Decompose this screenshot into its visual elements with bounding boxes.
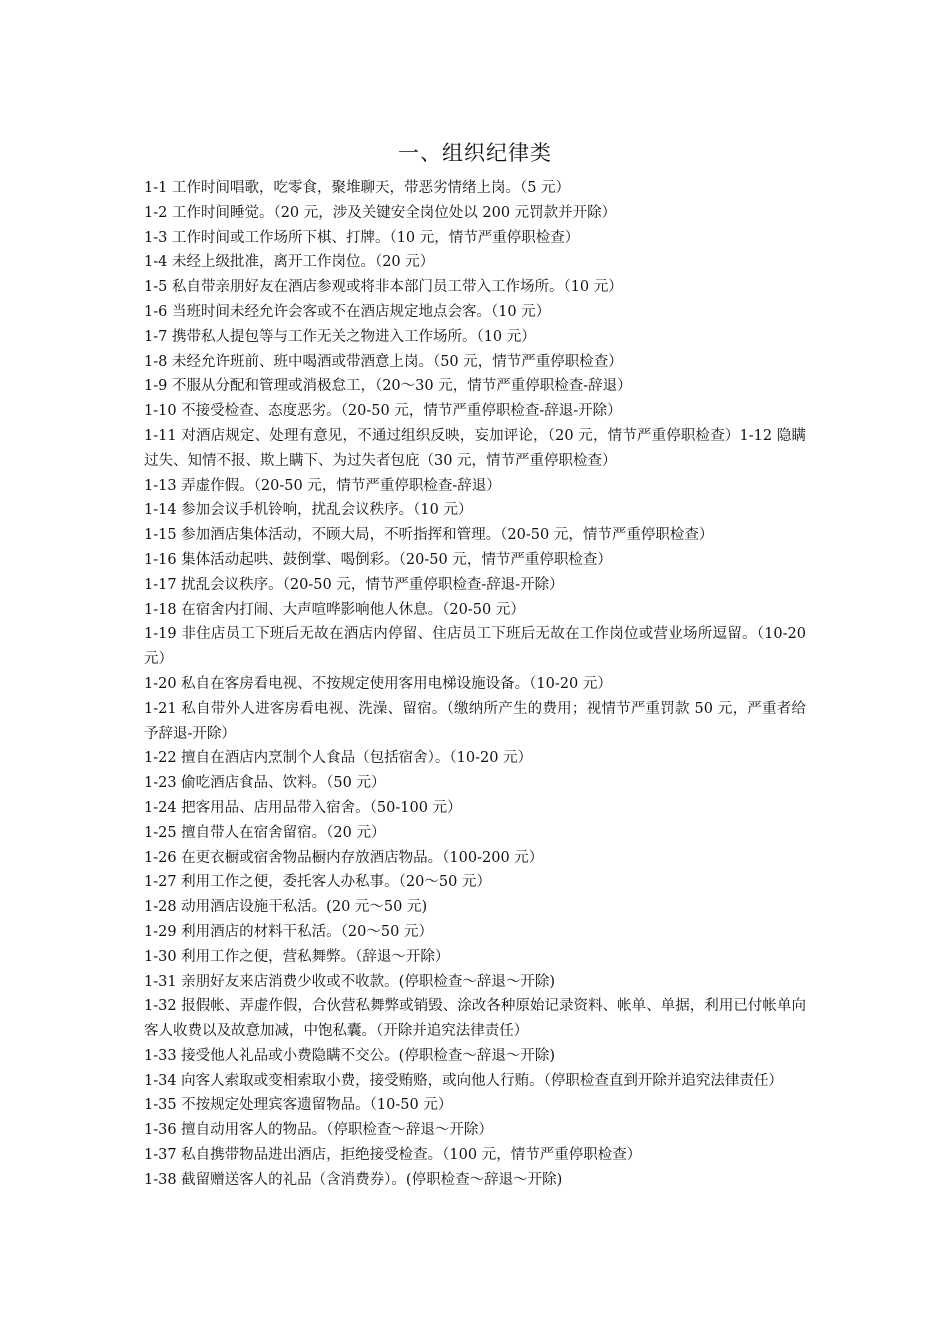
rule-item: 1-17 扰乱会议秩序。（20-50 元，情节严重停职检查-辞退-开除） bbox=[144, 576, 564, 593]
rule-item: 1-3 工作时间或工作场所下棋、打牌。（10 元，情节严重停职检查） bbox=[144, 229, 580, 246]
rule-item: 1-5 私自带亲朋好友在酒店参观或将非本部门员工带入工作场所。（10 元） bbox=[144, 279, 623, 296]
rule-item: 1-38 截留赠送客人的礼品（含消费券）。(停职检查～辞退～开除) bbox=[144, 1171, 563, 1188]
rule-item: 1-36 擅自动用客人的物品。（停职检查～辞退～开除） bbox=[144, 1122, 493, 1139]
section-title: 一、组织纪律类 bbox=[398, 141, 552, 165]
rule-item: 1-7 携带私人提包等与工作无关之物进入工作场所。（10 元） bbox=[144, 328, 536, 345]
rule-item: 1-16 集体活动起哄、鼓倒掌、喝倒彩。（20-50 元，情节严重停职检查） bbox=[144, 551, 612, 568]
rule-item: 1-4 未经上级批准，离开工作岗位。（20 元） bbox=[144, 254, 435, 271]
rule-item: 1-1 工作时间唱歌，吃零食，聚堆聊天，带恶劣情绪上岗。（5 元） bbox=[144, 180, 571, 196]
rule-item: 1-29 利用酒店的材料干私活。（20～50 元） bbox=[144, 923, 433, 940]
rule-item: 1-14 参加会议手机铃响，扰乱会议秩序。（10 元） bbox=[144, 502, 473, 519]
rule-item: 1-2 工作时间睡觉。（20 元，涉及关键安全岗位处以 200 元罚款并开除） bbox=[144, 204, 617, 221]
rule-item: 1-6 当班时间未经允许会客或不在酒店规定地点会客。（10 元） bbox=[144, 303, 551, 320]
rule-item: 1-8 未经允许班前、班中喝酒或带酒意上岗。（50 元，情节严重停职检查） bbox=[144, 353, 623, 370]
rule-item: 1-24 把客用品、店用品带入宿舍。（50-100 元） bbox=[144, 799, 462, 816]
rule-item: 1-37 私自携带物品进出酒店，拒绝接受检查。（100 元，情节严重停职检查） bbox=[144, 1147, 642, 1164]
rules-list bbox=[144, 176, 806, 1193]
rule-item: 1-27 利用工作之便，委托客人办私事。（20～50 元） bbox=[144, 874, 491, 891]
rule-item: 1-33 接受他人礼品或小费隐瞒不交公。(停职检查～辞退～开除) bbox=[144, 1047, 555, 1064]
rule-item: 1-20 私自在客房看电视、不按规定使用客用电梯设施设备。（10-20 元） bbox=[144, 675, 612, 692]
rule-item: 1-32 报假帐、弄虚作假，合伙营私舞弊或销毁、涂改各种原始记录资料、帐单、单据，利用已付帐单向客人收费以及故意加减，中饱私囊。（开除并追究法律责任） bbox=[144, 998, 806, 1040]
rule-item: 1-28 动用酒店设施干私活。(20 元～50 元) bbox=[144, 899, 428, 916]
rule-item: 1-30 利用工作之便，营私舞弊。（辞退～开除） bbox=[144, 948, 450, 965]
rule-item: 1-19 非住店员工下班后无故在酒店内停留、住店员工下班后无故在工作岗位或营业场所逗留。（10-20 元） bbox=[144, 626, 806, 668]
rule-item: 1-35 不按规定处理宾客遗留物品。（10-50 元） bbox=[144, 1097, 453, 1114]
rule-item: 1-9 不服从分配和管理或消极怠工，（20～30 元，情节严重停职检查-辞退） bbox=[144, 378, 632, 395]
rule-item: 1-34 向客人索取或变相索取小费，接受贿赂，或向他人行贿。（停职检查直到开除并追究法律责任） bbox=[144, 1072, 783, 1089]
rule-item: 1-11 对酒店规定、处理有意见，不通过组织反映，妄加评论，（20 元，情节严重停职检查）1-12 隐瞒过失、知情不报、欺上瞒下、为过失者包庇（30 元，情节严重停职检查） bbox=[144, 427, 806, 469]
rule-item: 1-13 弄虚作假。（20-50 元，情节严重停职检查-辞退） bbox=[144, 477, 501, 494]
rule-item: 1-22 擅自在酒店内烹制个人食品（包括宿舍）。（10-20 元） bbox=[144, 750, 533, 767]
rule-item: 1-21 私自带外人进客房看电视、洗澡、留宿。（缴纳所产生的费用；视情节严重罚款 50 元，严重者给予辞退-开除） bbox=[144, 700, 806, 742]
rule-item: 1-10 不接受检查、态度恶劣。（20-50 元，情节严重停职检查-辞退-开除） bbox=[144, 403, 622, 420]
rule-item: 1-18 在宿舍内打闹、大声喧哗影响他人休息。（20-50 元） bbox=[144, 601, 525, 618]
rule-item: 1-26 在更衣橱或宿舍物品橱内存放酒店物品。（100-200 元） bbox=[144, 849, 544, 866]
rule-item: 1-31 亲朋好友来店消费少收或不收款。(停职检查～辞退～开除) bbox=[144, 973, 555, 990]
rule-item: 1-25 擅自带人在宿舍留宿。（20 元） bbox=[144, 824, 386, 841]
rule-item: 1-23 偷吃酒店食品、饮料。（50 元） bbox=[144, 775, 386, 792]
rule-item: 1-15 参加酒店集体活动，不顾大局，不听指挥和管理。（20-50 元，情节严重停职检查） bbox=[144, 527, 714, 544]
